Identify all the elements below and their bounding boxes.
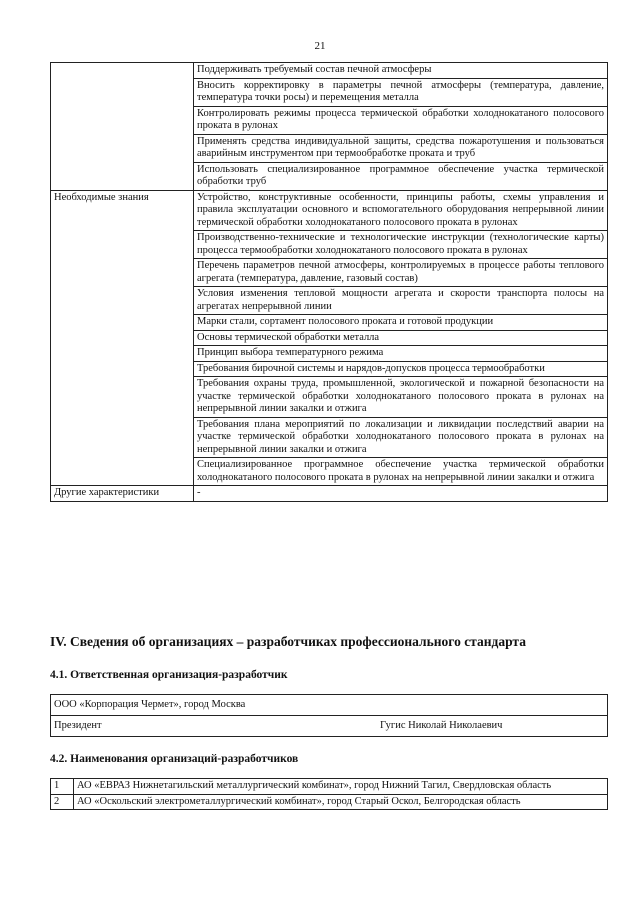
table-cell: Вносить корректировку в параметры печной атмосферы (температура, давление, температура точки росы) и перемещения металла (194, 78, 608, 106)
table-cell: Марки стали, сортамент полосового проката и готовой продукции (194, 315, 608, 331)
developer-number: 2 (51, 794, 74, 810)
table-row (51, 63, 608, 79)
table-cell: Принцип выбора температурного режима (194, 346, 608, 362)
developer-number: 1 (51, 779, 74, 795)
table-row (51, 716, 608, 737)
table-cell: Перечень параметров печной атмосферы, контролируемых в процессе работы теплового агрегата (температура, давление, газовый состав) (194, 259, 608, 287)
table-cell: - (194, 486, 608, 502)
table-cell: Производственно-технические и технологические инструкции (технологические карты) процесса термообработки холоднокатаного полосового проката в рулонах (194, 231, 608, 259)
table-cell: Требования плана мероприятий по локализации и ликвидации последствий аварии на участке термической обработки холоднокатаного полосового проката в рулонах на непрерывной линии закалки и отжига (194, 417, 608, 458)
table-row (51, 190, 608, 231)
table-cell: Условия изменения тепловой мощности агрегата и скорости транспорта полосы на агрегатах непрерывной линии (194, 287, 608, 315)
developers-table (50, 778, 608, 810)
table-row (51, 486, 608, 502)
row-label-other: Другие характеристики (51, 486, 194, 502)
org-name: ООО «Корпорация Чермет», город Москва (51, 695, 608, 716)
skills-knowledge-table (50, 62, 608, 502)
table-cell: Контролировать режимы процесса термической обработки холоднокатаного полосового проката в рулонах (194, 106, 608, 134)
page-number: 21 (314, 40, 326, 52)
table-cell: Устройство, конструктивные особенности, принципы работы, схемы управления и правила эксплуатации основного и вспомогательного оборудования непрерывной линии термической обработки холоднокатаного полосового проката в рулонах (194, 190, 608, 231)
developer-name: АО «ЕВРАЗ Нижнетагильский металлургический комбинат», город Нижний Тагил, Свердловская область (74, 779, 608, 795)
table-cell: Специализированное программное обеспечение участка термической обработки холоднокатаного полосового проката в рулонах на непрерывной линии закалки и отжига (194, 458, 608, 486)
person-name: Гугис Николай Николаевич (377, 716, 608, 737)
table-cell: Применять средства индивидуальной защиты, средства пожаротушения и пользоваться аварийным инструментом при термообработке проката и труб (194, 134, 608, 162)
table-row (51, 695, 608, 716)
table-cell: Использовать специализированное программное обеспечение участка термической обработки труб (194, 162, 608, 190)
table-cell: Требования охраны труда, промышленной, экологической и пожарной безопасности на участке термической обработки холоднокатаного полосового проката в рулонах на непрерывной линии закалки и отжига (194, 377, 608, 418)
developer-name: АО «Оскольский электрометаллургический комбинат», город Старый Оскол, Белгородская область (74, 794, 608, 810)
subsection-title-developers: 4.2. Наименования организаций-разработчиков (50, 753, 299, 765)
table-row (51, 779, 608, 795)
responsible-org-table (50, 694, 608, 737)
table-cell: Требования бирочной системы и нарядов-допусков процесса термообработки (194, 361, 608, 377)
table-cell: Поддерживать требуемый состав печной атмосферы (194, 63, 608, 79)
table-cell: Основы термической обработки металла (194, 330, 608, 346)
subsection-title-responsible: 4.1. Ответственная организация-разработчик (50, 669, 288, 681)
row-label-knowledge: Необходимые знания (51, 190, 194, 486)
table-row (51, 794, 608, 810)
row-label (51, 63, 194, 191)
section-title: IV. Сведения об организациях – разработчиках профессионального стандарта (50, 634, 526, 649)
position: Президент (51, 716, 378, 737)
